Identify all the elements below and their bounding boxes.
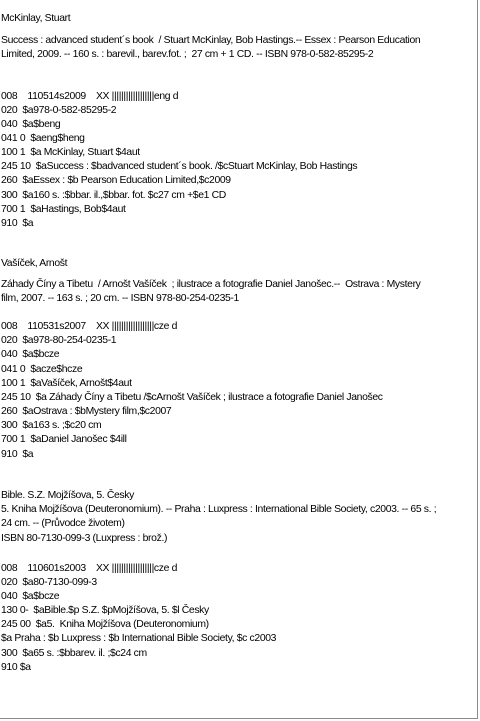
marc-field: 700 1 $aHastings, Bob$4aut bbox=[1, 204, 126, 215]
marc-field: 040 $a$bcze bbox=[1, 349, 60, 360]
record-description-line: ISBN 80-7130-099-3 (Luxpress : brož.) bbox=[1, 533, 168, 544]
marc-field: 260 $aOstrava : $bMystery film,$c2007 bbox=[1, 406, 172, 417]
marc-field: 040 $a$beng bbox=[1, 119, 61, 130]
marc-field: 300 $a163 s. ;$c20 cm bbox=[1, 420, 102, 431]
marc-field: 130 0- $aBible.$p S.Z. $pMojžíšova, 5. $l Česky bbox=[1, 605, 209, 616]
marc-field: 020 $a978-80-254-0235-1 bbox=[1, 335, 117, 346]
marc-field: 040 $a$bcze bbox=[1, 591, 60, 602]
record-description-line: 24 cm. -- (Průvodce životem) bbox=[1, 518, 125, 529]
record-description-line: film, 2007. -- 163 s. ; 20 cm. -- ISBN 978-80-254-0235-1 bbox=[1, 293, 239, 304]
marc-field: $a Praha : $b Luxpress : $b International Bible Society, $c c2003 bbox=[1, 633, 277, 644]
record-heading: McKinlay, Stuart bbox=[1, 13, 71, 24]
marc-field: 910 $a bbox=[1, 662, 31, 673]
record-description-line: Success : advanced student´s book / Stuart McKinlay, Bob Hastings.-- Essex : Pearson Education bbox=[1, 35, 421, 46]
marc-field: 008 110531s2007 XX ||||||||||||||||||cze d bbox=[1, 321, 178, 332]
marc-field: 041 0 $acze$hcze bbox=[1, 364, 83, 375]
record-heading: Bible. S.Z. Mojžíšova, 5. Česky bbox=[1, 490, 134, 501]
marc-field: 008 110601s2003 XX ||||||||||||||||||cze d bbox=[1, 563, 178, 574]
marc-field: 008 110514s2009 XX ||||||||||||||||||eng d bbox=[1, 91, 179, 102]
marc-field: 700 1 $aDaniel Janošec $4ill bbox=[1, 434, 127, 445]
marc-field: 300 $a160 s. :$bbar. il.,$bbar. fot. $c27 cm +$e1 CD bbox=[1, 190, 226, 201]
marc-field: 245 10 $a Záhady Číny a Tibetu /$cArnošt Vašíček ; ilustrace a fotografie Daniel Janošec bbox=[1, 392, 383, 403]
marc-field: 041 0 $aeng$heng bbox=[1, 133, 85, 144]
record-heading: Vašíček, Arnošt bbox=[1, 258, 68, 269]
marc-field: 245 10 $aSuccess : $badvanced student´s book. /$cStuart McKinlay, Bob Hastings bbox=[1, 161, 358, 172]
record-description-line: Limited, 2009. -- 160 s. : barevil., barev.fot. ; 27 cm + 1 CD. -- ISBN 978-0-582-85295-2 bbox=[1, 49, 374, 60]
record-description-line: 5. Kniha Mojžíšova (Deuteronomium). -- Praha : Luxpress : International Bible Society, c2003. -- 65 s. ; bbox=[1, 504, 437, 515]
marc-field: 020 $a978-0-582-85295-2 bbox=[1, 105, 117, 116]
marc-field: 100 1 $a McKinlay, Stuart $4aut bbox=[1, 147, 140, 158]
marc-field: 100 1 $aVašíček, Arnošt$4aut bbox=[1, 378, 132, 389]
marc-field: 020 $a80-7130-099-3 bbox=[1, 577, 97, 588]
marc-field: 245 00 $a5. Kniha Mojžíšova (Deuteronomium) bbox=[1, 619, 209, 630]
record-description-line: Záhady Číny a Tibetu / Arnošt Vašíček ; ilustrace a fotografie Daniel Janošec.-- Ostrava : Mystery bbox=[1, 279, 421, 290]
marc-field: 910 $a bbox=[1, 449, 34, 460]
marc-field: 300 $a65 s. :$bbarev. il. ;$c24 cm bbox=[1, 648, 147, 659]
marc-field: 260 $aEssex : $b Pearson Education Limited,$c2009 bbox=[1, 175, 231, 186]
marc-field: 910 $a bbox=[1, 218, 34, 229]
